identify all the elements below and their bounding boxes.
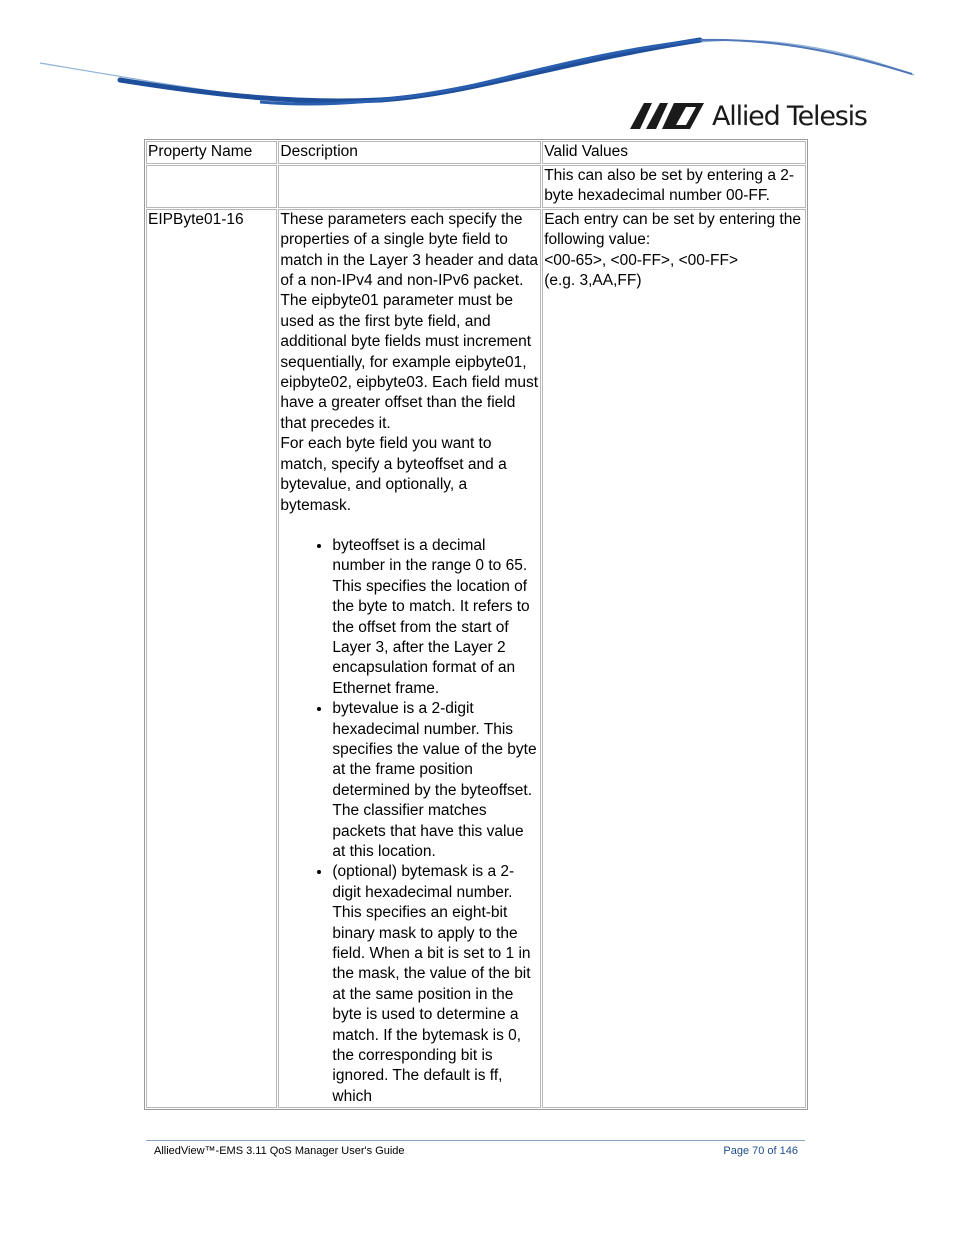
allied-telesis-logo-mark-icon <box>630 101 706 131</box>
footer-page-number: Page 70 of 146 <box>723 1145 798 1157</box>
header-description: Description <box>278 141 541 164</box>
description-paragraph: For each byte field you want to match, specify a byteoffset and a bytevalue, and optionally, a bytemask. <box>280 435 507 514</box>
footer-divider <box>146 1140 805 1141</box>
valid-value-line: This can also be set by entering a 2-byte hexadecimal number 00-FF. <box>544 167 795 205</box>
cell-description <box>278 209 541 1108</box>
cell-valid-values <box>542 165 806 208</box>
description-paragraph: These parameters each specify the properties of a single byte field to match in the Layer 3 header and data of a non-IPv4 and non-IPv6 packet. The eipbyte01 parameter must be used as the first byte field, and additional byte fields must increment sequentially, for example eipbyte01, eipbyte02, eipbyte03. Each field must have a greater offset than the field that precedes it. <box>280 210 539 432</box>
description-bullet-list <box>280 536 539 1107</box>
header-valid-values: Valid Values <box>542 141 806 164</box>
cell-property: EIPByte01-16 <box>146 209 277 1108</box>
table-row <box>146 165 806 208</box>
logo-wordmark: Allied Telesis <box>712 100 867 132</box>
table-row <box>146 209 806 1108</box>
valid-value-line: <00-65>, <00-FF>, <00-FF> <box>544 251 739 269</box>
valid-value-line: Each entry can be set by entering the following value: <box>544 210 801 249</box>
bullet-item-byteoffset: • byteoffset is a decimal number in the range 0 to 65. This specifies the location of the byte to match. It refers to the offset from the start of Layer 3, after the Layer 2 encapsulation format of an Ethernet frame. <box>332 536 539 699</box>
cell-property <box>146 165 277 208</box>
allied-telesis-logo <box>630 98 867 134</box>
valid-value-line: (e.g. 3,AA,FF) <box>544 272 642 290</box>
header-property-name: Property Name <box>146 141 277 164</box>
bullet-item-bytevalue: • bytevalue is a 2-digit hexadecimal number. This specifies the value of the byte at the frame position determined by the byteoffset. The classifier matches packets that have this value at this location. <box>332 699 539 862</box>
table-header-row <box>146 141 806 164</box>
cell-description <box>278 165 541 208</box>
footer-document-title: AlliedView™-EMS 3.11 QoS Manager User's Guide <box>154 1145 405 1157</box>
property-table <box>144 139 808 1110</box>
bullet-item-bytemask: • (optional) bytemask is a 2-digit hexadecimal number. This specifies an eight-bit binary mask to apply to the field. When a bit is set to 1 in the mask, the value of the bit at the same position in the byte is used to determine a match. If the bytemask is 0, the corresponding bit is ignored. The default is ff, which <box>332 862 539 1107</box>
cell-valid-values <box>542 209 806 1108</box>
